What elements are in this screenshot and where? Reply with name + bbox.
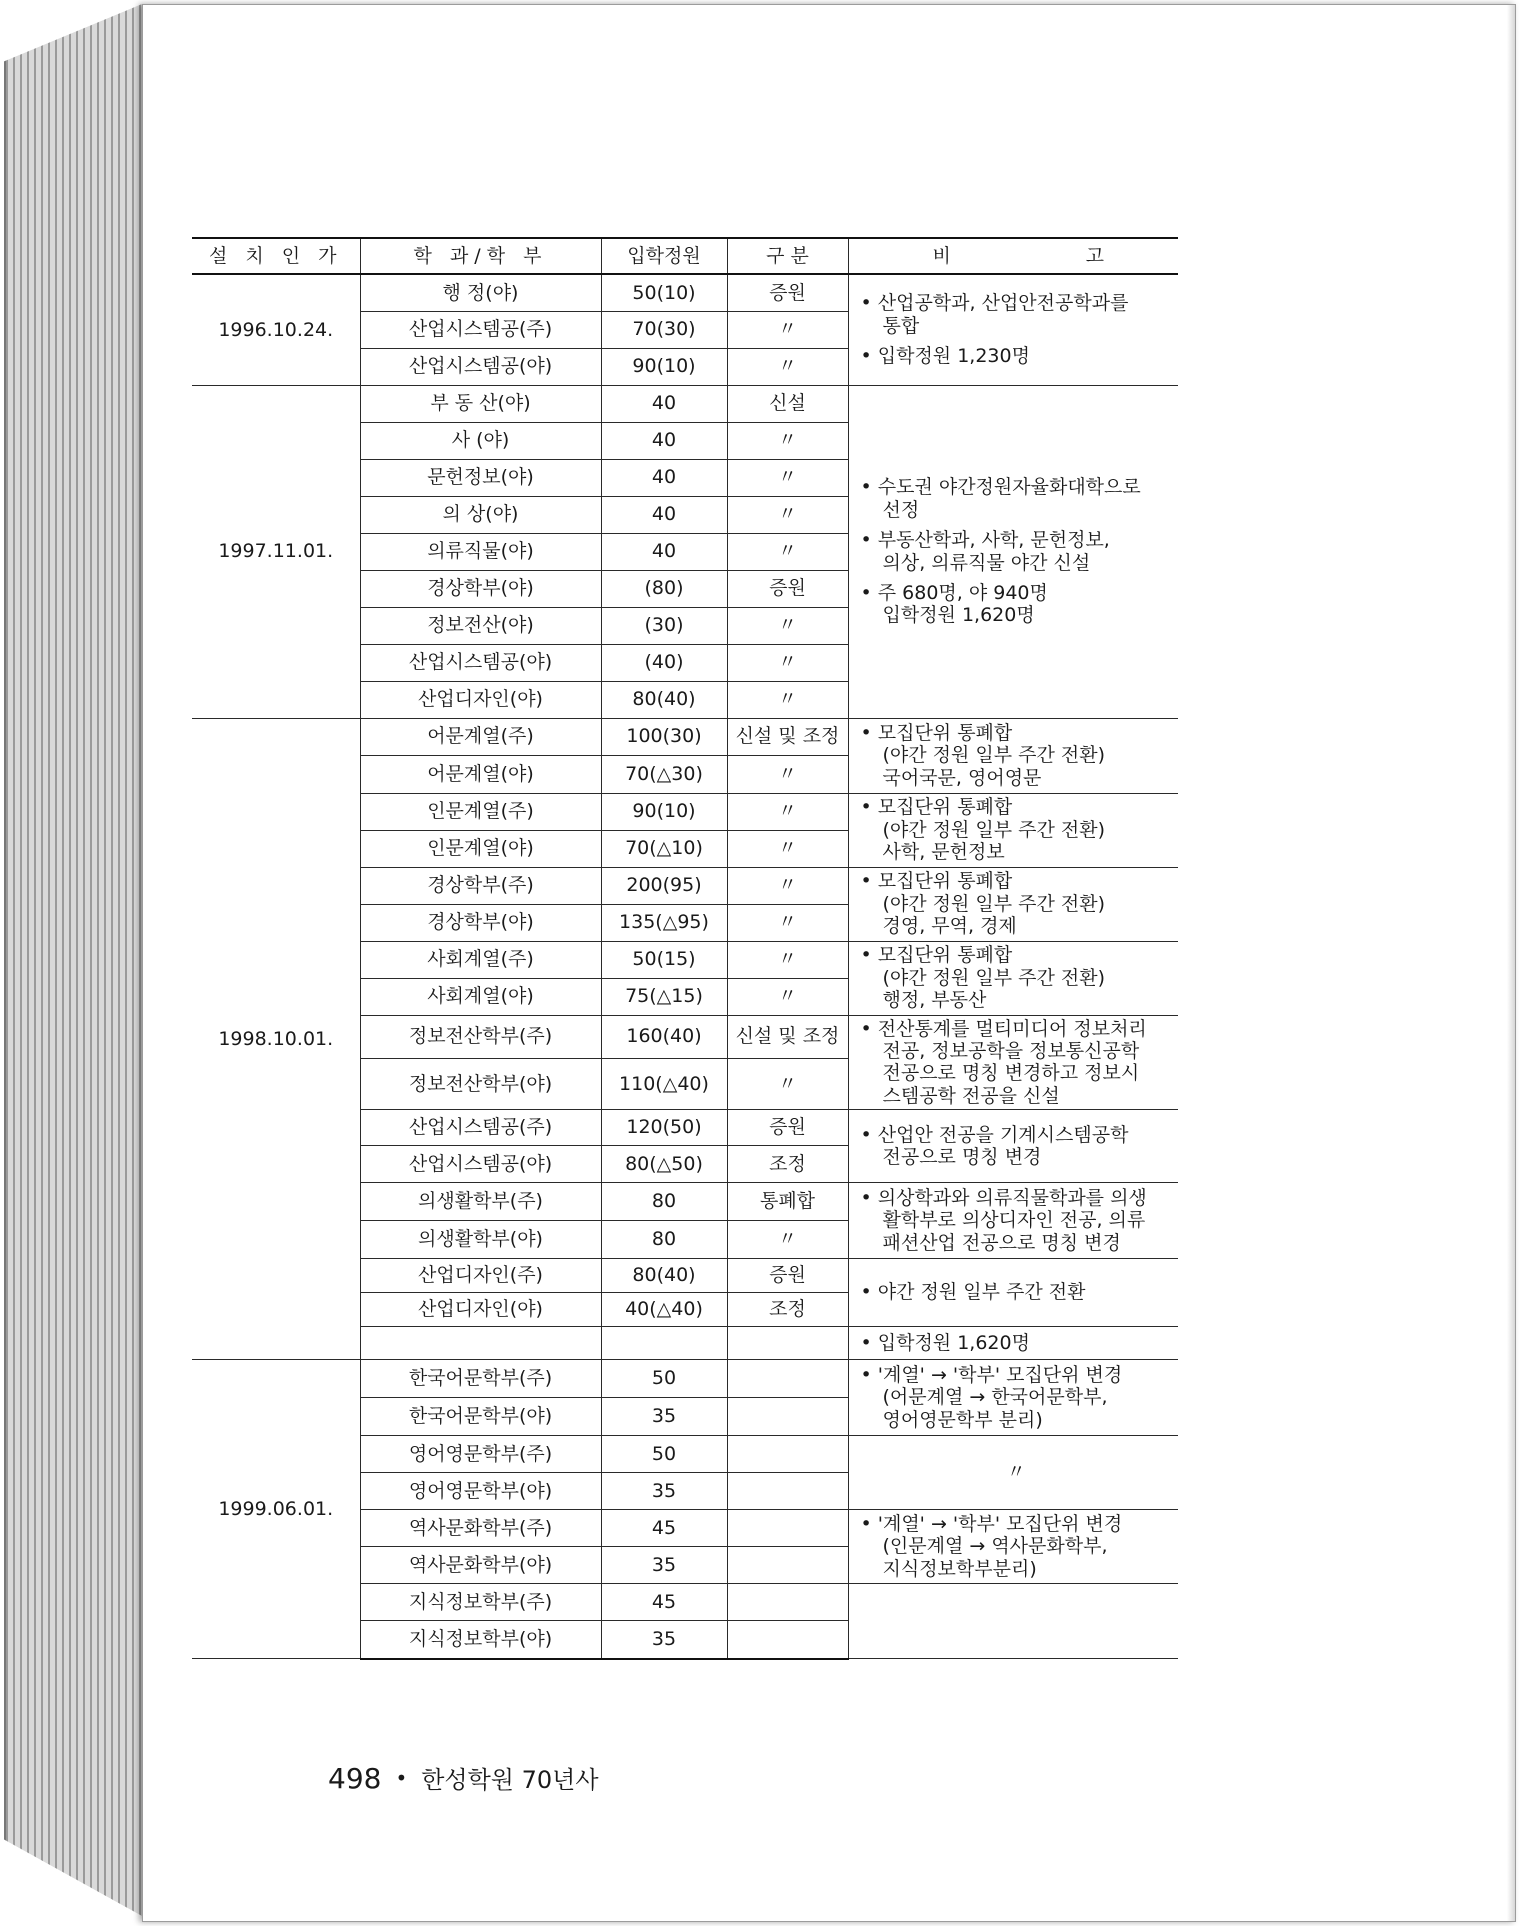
remark-line: • 야간 정원 일부 주간 전환 xyxy=(861,1281,1173,1303)
category-cell xyxy=(727,1473,848,1510)
category-cell: 〃 xyxy=(727,644,848,681)
department-cell: 영어영문학부(주) xyxy=(360,1436,601,1473)
category-cell: 신설 xyxy=(727,385,848,422)
remark-line: • 산업공학과, 산업안전공학과를 xyxy=(861,292,1173,314)
category-cell xyxy=(727,1436,848,1473)
remarks-cell xyxy=(848,385,1178,718)
remarks-cell xyxy=(848,941,1178,1015)
category-cell: 증원 xyxy=(727,1259,848,1293)
remarks-cell xyxy=(848,1015,1178,1110)
category-cell xyxy=(727,1360,848,1398)
department-cell: 한국어문학부(야) xyxy=(360,1398,601,1436)
category-cell: 신설 및 조정 xyxy=(727,1015,848,1058)
department-cell: 사회계열(야) xyxy=(360,978,601,1015)
remark-line: • 전산통계를 멀티미디어 정보처리 xyxy=(861,1018,1173,1040)
category-cell: 〃 xyxy=(727,422,848,459)
remark-line: (야간 정원 일부 주간 전환) xyxy=(882,818,1106,841)
remarks-cell xyxy=(848,867,1178,941)
remark-line: • 주 680명, 야 940명 xyxy=(861,582,1173,604)
department-cell: 행 정(야) xyxy=(360,274,601,311)
quota-cell: 200(95) xyxy=(601,867,727,904)
remark-line: 전공으로 명칭 변경 xyxy=(882,1146,1042,1169)
department-cell: 지식정보학부(야) xyxy=(360,1621,601,1659)
quota-cell: 110(△40) xyxy=(601,1058,727,1109)
remarks-cell xyxy=(848,1183,1178,1259)
quota-cell: 35 xyxy=(601,1473,727,1510)
department-cell: 역사문화학부(야) xyxy=(360,1547,601,1584)
category-cell: 증원 xyxy=(727,274,848,311)
remark-line: (어문계열 → 한국어문학부, xyxy=(882,1386,1108,1409)
remark-line: • 산업안 전공을 기계시스템공학 xyxy=(861,1124,1173,1146)
book-page-stack-edge xyxy=(4,4,142,1916)
remark-line: 영어영문학부 분리) xyxy=(882,1408,1043,1431)
remarks-cell xyxy=(848,1436,1178,1510)
quota-cell: (40) xyxy=(601,644,727,681)
quota-cell: 75(△15) xyxy=(601,978,727,1015)
category-cell: 〃 xyxy=(727,1058,848,1109)
department-cell: 산업시스템공(야) xyxy=(360,348,601,385)
department-cell: 인문계열(야) xyxy=(360,830,601,867)
department-cell: 정보전산(야) xyxy=(360,607,601,644)
category-cell xyxy=(727,1547,848,1584)
approval-date-cell: 1997.11.01. xyxy=(192,385,360,718)
category-cell: 〃 xyxy=(727,830,848,867)
department-cell: 산업시스템공(야) xyxy=(360,1146,601,1183)
remark-line: 선정 xyxy=(882,498,920,521)
quota-cell: 40 xyxy=(601,459,727,496)
department-cell: 경상학부(주) xyxy=(360,867,601,904)
department-cell: 인문계열(주) xyxy=(360,793,601,830)
remark-line: 행정, 부동산 xyxy=(882,989,987,1012)
quota-cell: 120(50) xyxy=(601,1110,727,1146)
table-header-row xyxy=(192,238,1178,274)
quota-cell: 50 xyxy=(601,1360,727,1398)
department-cell: 영어영문학부(야) xyxy=(360,1473,601,1510)
department-cell: 의생활학부(야) xyxy=(360,1221,601,1259)
remarks-cell xyxy=(848,274,1178,385)
department-cell: 정보전산학부(야) xyxy=(360,1058,601,1109)
remark-line: 의상, 의류직물 야간 신설 xyxy=(882,551,1091,574)
category-cell: 〃 xyxy=(727,755,848,793)
remark-line: 〃 xyxy=(1006,1461,1026,1484)
quota-cell: 50(15) xyxy=(601,941,727,978)
department-cell: 산업시스템공(야) xyxy=(360,644,601,681)
category-cell xyxy=(727,1398,848,1436)
header-remarks xyxy=(848,238,1178,274)
department-cell: 의류직물(야) xyxy=(360,533,601,570)
remark-line: • 수도권 야간정원자율화대학으로 xyxy=(861,476,1173,498)
quota-cell: 90(10) xyxy=(601,793,727,830)
remarks-cell xyxy=(848,1360,1178,1436)
admission-history-table xyxy=(192,237,1178,1660)
remarks-cell xyxy=(848,1259,1178,1327)
remark-line: 활학부로 의상디자인 전공, 의류 xyxy=(882,1209,1146,1232)
approval-date-cell: 1999.06.01. xyxy=(192,1360,360,1659)
remark-line: 패션산업 전공으로 명칭 변경 xyxy=(882,1231,1121,1254)
department-cell: 문헌정보(야) xyxy=(360,459,601,496)
remarks-cell xyxy=(848,793,1178,867)
department-cell: 산업시스템공(주) xyxy=(360,1110,601,1146)
table-row xyxy=(192,1360,1178,1398)
quota-cell: 35 xyxy=(601,1398,727,1436)
remark-line: 스템공학 전공을 신설 xyxy=(882,1084,1060,1107)
remarks-cell xyxy=(848,1510,1178,1584)
quota-cell: 35 xyxy=(601,1547,727,1584)
remark-line: • 모집단위 통폐합 xyxy=(861,870,1173,892)
remark-line: 통합 xyxy=(882,314,920,337)
page-number: 498 xyxy=(328,1762,382,1795)
quota-cell: 160(40) xyxy=(601,1015,727,1058)
category-cell: 신설 및 조정 xyxy=(727,718,848,755)
quota-cell: 80(△50) xyxy=(601,1146,727,1183)
category-cell: 〃 xyxy=(727,496,848,533)
remark-line: (야간 정원 일부 주간 전환) xyxy=(882,744,1106,767)
page-footer xyxy=(328,1760,599,1795)
remark-line: 전공, 정보공학을 정보통신공학 xyxy=(882,1039,1140,1062)
remark-line: • 부동산학과, 사학, 문헌정보, xyxy=(861,529,1173,551)
quota-cell: 50(10) xyxy=(601,274,727,311)
department-cell: 부 동 산(야) xyxy=(360,385,601,422)
header-remarks-b: 고 xyxy=(1085,244,1104,267)
approval-date-cell: 1998.10.01. xyxy=(192,718,360,1360)
header-category: 구 분 xyxy=(727,238,848,274)
department-cell: 한국어문학부(주) xyxy=(360,1360,601,1398)
quota-cell: 70(△10) xyxy=(601,830,727,867)
quota-cell: 45 xyxy=(601,1510,727,1547)
category-cell: 〃 xyxy=(727,681,848,718)
department-cell: 지식정보학부(주) xyxy=(360,1584,601,1621)
quota-cell: 100(30) xyxy=(601,718,727,755)
remark-line: 경영, 무역, 경제 xyxy=(882,915,1017,938)
department-cell: 산업디자인(야) xyxy=(360,1293,601,1327)
department-cell: 사 (야) xyxy=(360,422,601,459)
category-cell: 〃 xyxy=(727,978,848,1015)
quota-cell: 70(△30) xyxy=(601,755,727,793)
header-quota: 입학정원 xyxy=(601,238,727,274)
department-cell: 산업디자인(주) xyxy=(360,1259,601,1293)
category-cell xyxy=(727,1327,848,1360)
quota-cell xyxy=(601,1327,727,1360)
quota-cell: 90(10) xyxy=(601,348,727,385)
category-cell: 〃 xyxy=(727,941,848,978)
header-department: 학 과/학 부 xyxy=(360,238,601,274)
department-cell: 경상학부(야) xyxy=(360,904,601,941)
remark-line: (야간 정원 일부 주간 전환) xyxy=(882,966,1106,989)
remark-line: • '계열' → '학부' 모집단위 변경 xyxy=(861,1364,1173,1386)
department-cell xyxy=(360,1327,601,1360)
quota-cell: 35 xyxy=(601,1621,727,1659)
remark-line: (야간 정원 일부 주간 전환) xyxy=(882,892,1106,915)
remark-line: • 모집단위 통폐합 xyxy=(861,722,1173,744)
department-cell: 의생활학부(주) xyxy=(360,1183,601,1221)
table-row xyxy=(192,274,1178,311)
category-cell: 〃 xyxy=(727,311,848,348)
quota-cell: 40 xyxy=(601,422,727,459)
remark-line: • 모집단위 통폐합 xyxy=(861,796,1173,818)
remarks-cell xyxy=(848,1110,1178,1183)
remark-line: • 의상학과와 의류직물학과를 의생 xyxy=(861,1187,1173,1209)
category-cell: 증원 xyxy=(727,570,848,607)
category-cell: 〃 xyxy=(727,348,848,385)
book-title: 한성학원 70년사 xyxy=(421,1766,599,1794)
category-cell xyxy=(727,1510,848,1547)
remark-line: 전공으로 명칭 변경하고 정보시 xyxy=(882,1062,1140,1085)
remark-line: 국어국문, 영어영문 xyxy=(882,766,1042,789)
remarks-cell xyxy=(848,1327,1178,1360)
category-cell: 조정 xyxy=(727,1293,848,1327)
category-cell: 증원 xyxy=(727,1110,848,1146)
department-cell: 어문계열(주) xyxy=(360,718,601,755)
quota-cell: (80) xyxy=(601,570,727,607)
department-cell: 의 상(야) xyxy=(360,496,601,533)
remark-line: • 입학정원 1,230명 xyxy=(861,345,1173,367)
quota-cell: 40 xyxy=(601,533,727,570)
category-cell: 통폐합 xyxy=(727,1183,848,1221)
quota-cell: 80(40) xyxy=(601,1259,727,1293)
remark-line: 입학정원 1,620명 xyxy=(882,604,1035,627)
quota-cell: (30) xyxy=(601,607,727,644)
table-row xyxy=(192,718,1178,755)
remark-line: • '계열' → '학부' 모집단위 변경 xyxy=(861,1513,1173,1535)
department-cell: 역사문화학부(주) xyxy=(360,1510,601,1547)
remark-line: (인문계열 → 역사문화학부, xyxy=(882,1535,1108,1558)
remark-line: • 입학정원 1,620명 xyxy=(861,1332,1173,1354)
quota-cell: 80 xyxy=(601,1183,727,1221)
category-cell: 〃 xyxy=(727,793,848,830)
remarks-cell xyxy=(848,1584,1178,1659)
table-row xyxy=(192,385,1178,422)
remark-line: 지식정보학부분리) xyxy=(882,1557,1037,1580)
approval-date-cell: 1996.10.24. xyxy=(192,274,360,385)
department-cell: 정보전산학부(주) xyxy=(360,1015,601,1058)
department-cell: 산업시스템공(주) xyxy=(360,311,601,348)
department-cell: 산업디자인(야) xyxy=(360,681,601,718)
quota-cell: 135(△95) xyxy=(601,904,727,941)
quota-cell: 50 xyxy=(601,1436,727,1473)
remark-line: 사학, 문헌정보 xyxy=(882,841,1005,864)
footer-bullet: • xyxy=(395,1766,408,1790)
page-edge-shadow xyxy=(1507,5,1515,1921)
department-cell: 어문계열(야) xyxy=(360,755,601,793)
remarks-cell xyxy=(848,718,1178,793)
quota-cell: 80(40) xyxy=(601,681,727,718)
quota-cell: 45 xyxy=(601,1584,727,1621)
category-cell xyxy=(727,1621,848,1659)
category-cell: 〃 xyxy=(727,1221,848,1259)
category-cell: 〃 xyxy=(727,533,848,570)
header-remarks-a: 비 xyxy=(932,244,951,267)
category-cell: 〃 xyxy=(727,459,848,496)
category-cell: 〃 xyxy=(727,867,848,904)
remark-line: • 모집단위 통폐합 xyxy=(861,944,1173,966)
quota-cell: 40 xyxy=(601,496,727,533)
department-cell: 사회계열(주) xyxy=(360,941,601,978)
category-cell xyxy=(727,1584,848,1621)
quota-cell: 40 xyxy=(601,385,727,422)
quota-cell: 40(△40) xyxy=(601,1293,727,1327)
quota-cell: 80 xyxy=(601,1221,727,1259)
quota-cell: 70(30) xyxy=(601,311,727,348)
department-cell: 경상학부(야) xyxy=(360,570,601,607)
category-cell: 조정 xyxy=(727,1146,848,1183)
category-cell: 〃 xyxy=(727,904,848,941)
header-approval-date: 설 치 인 가 xyxy=(192,238,360,274)
category-cell: 〃 xyxy=(727,607,848,644)
